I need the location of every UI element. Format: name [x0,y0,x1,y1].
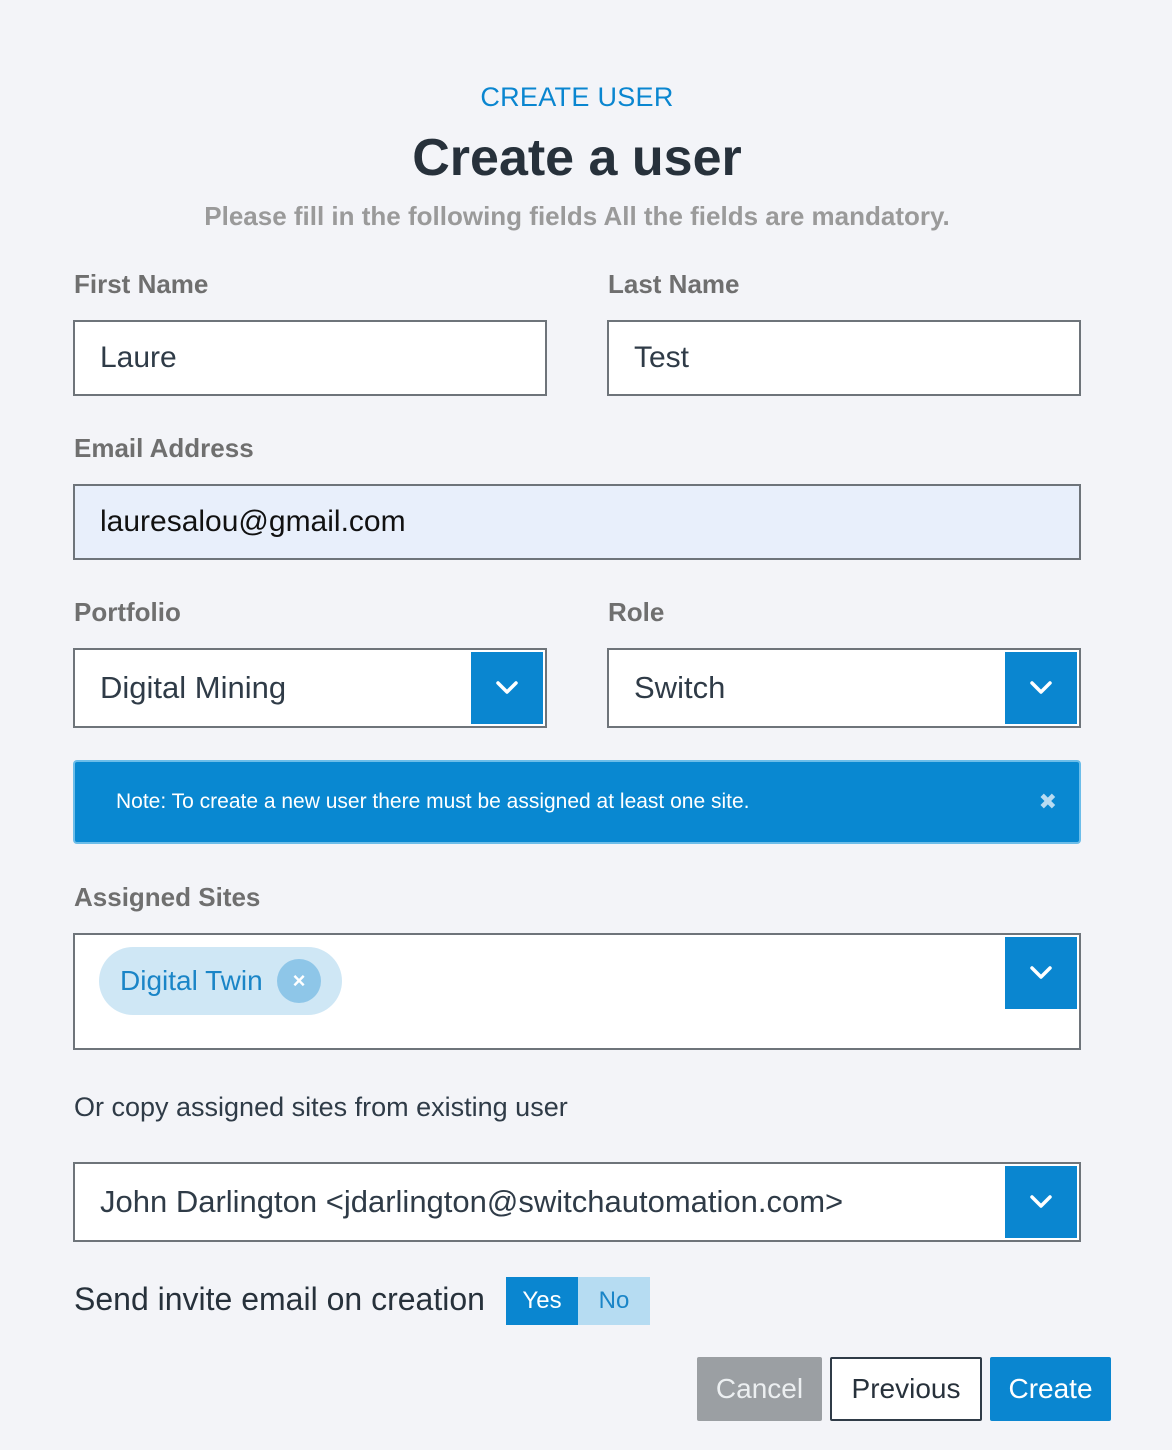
assigned-sites-label: Assigned Sites [74,882,261,912]
portfolio-value: Digital Mining [100,670,287,705]
copy-sites-label: Or copy assigned sites from existing user [74,1092,568,1122]
email-label: Email Address [74,433,254,463]
copy-user-value: John Darlington <jdarlington@switchautomation.com> [100,1184,844,1219]
portfolio-dropdown-button[interactable] [471,652,543,724]
invite-email-label: Send invite email on creation [74,1281,485,1317]
site-requirement-note [73,760,1081,844]
assigned-sites-multiselect[interactable] [73,933,1081,1050]
invite-no-option[interactable]: No [578,1277,650,1325]
role-value: Switch [634,670,726,705]
first-name-label: First Name [74,269,209,299]
role-label: Role [608,597,665,627]
page-subtitle: Please fill in the following fields All the fields are mandatory. [204,201,950,231]
create-button[interactable]: Create [990,1357,1111,1421]
email-input[interactable] [73,484,1081,560]
copy-user-select[interactable] [73,1162,1081,1242]
last-name-label: Last Name [608,269,740,299]
invite-toggle [506,1277,650,1325]
page-title: Create a user [412,129,742,187]
chevron-down-icon [1029,680,1053,696]
site-chip [99,947,342,1015]
chevron-down-icon [495,680,519,696]
last-name-value: Test [634,341,690,374]
portfolio-select[interactable] [73,648,547,728]
page-eyebrow: CREATE USER [480,82,674,112]
last-name-input[interactable] [607,320,1081,396]
note-text: Note: To create a new user there must be assigned at least one site. [116,790,750,813]
chevron-down-icon [1029,965,1053,981]
assigned-sites-dropdown-button[interactable] [1005,937,1077,1009]
email-value: lauresalou@gmail.com [100,505,406,538]
role-dropdown-button[interactable] [1005,652,1077,724]
copy-user-dropdown-button[interactable] [1005,1166,1077,1238]
chevron-down-icon [1029,1194,1053,1210]
first-name-input[interactable] [73,320,547,396]
first-name-value: Laure [100,341,177,374]
chip-remove-icon[interactable]: × [277,959,321,1003]
previous-button[interactable]: Previous [830,1357,982,1421]
invite-yes-option[interactable]: Yes [506,1277,578,1325]
role-select[interactable] [607,648,1081,728]
portfolio-label: Portfolio [74,597,181,627]
site-chip-label: Digital Twin [120,965,263,996]
note-close-icon[interactable]: ✖ [1038,789,1057,814]
cancel-button[interactable]: Cancel [697,1357,822,1421]
